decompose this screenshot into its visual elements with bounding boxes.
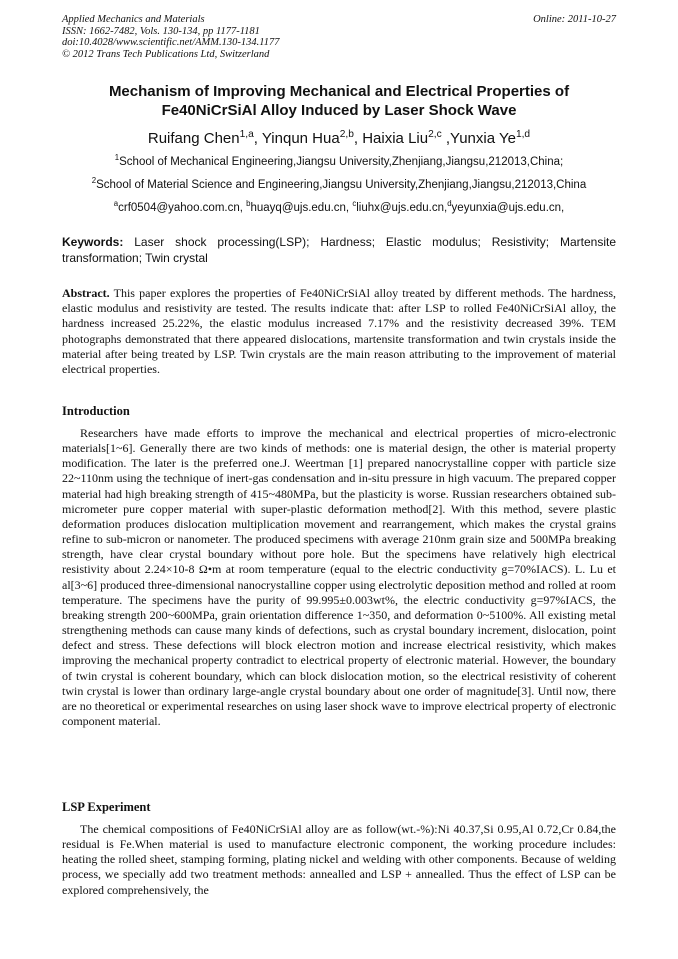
affiliation-sup: 1 [114, 153, 120, 163]
author-sup: 2,c [428, 129, 442, 140]
introduction-heading: Introduction [62, 404, 130, 418]
email-sup: d [447, 199, 452, 209]
lsp-heading: LSP Experiment [62, 800, 151, 814]
abstract-text: This paper explores the properties of Fe40NiCrSiAl alloy treated by different methods. The hardness, elastic modulus and resistivity are tested. The results indicate that: after LSP to rolled Fe40NiCrSiAl alloy, the hardness increased 25.22%, the elastic modulus increased 7.17% and the resistivity decreased 39%. TEM photographs demonstrated that there appeared dislocations, martensite transformation and twin crystals inside the material after being treated by LSP. Twin crystals are the main reason attributing to the improvement of material electrical properties. [62, 286, 616, 377]
doi-line: doi:10.4028/www.scientific.net/AMM.130-134.1177 [62, 37, 280, 48]
affiliation-2 [52, 178, 626, 192]
author-sep: , [353, 130, 363, 147]
email: crf0504@yahoo.com.cn, [118, 202, 247, 214]
email-sup: c [352, 199, 357, 209]
author-name: Haixia Liu [362, 130, 429, 147]
email-sup: a [113, 199, 119, 209]
lsp-paragraph: The chemical compositions of Fe40NiCrSiAl alloy are as follow(wt.-%):Ni 40.37,Si 0.95,Al 0.72,Cr 0.84,the residual is Fe.When material is used to manufacture electronic component, the working procedure includes: heating the rolled sheet, stamping forming, plating nickel and welding with other components. Because of welding process, we specially add two treatment methods: annealled and LSP + annealled. Thus the effect of LSP can be explored comprehensively, the [62, 822, 616, 897]
author-sup: 1,d [515, 129, 531, 140]
keywords-section [62, 235, 616, 266]
copyright-line: © 2012 Trans Tech Publications Ltd, Switzerland [62, 48, 270, 60]
author-sup: 2,b [339, 129, 354, 140]
author-name: Ruifang Chen [147, 130, 240, 147]
email: yeyunxia@ujs.edu.cn, [451, 202, 565, 214]
author-sep: , [253, 130, 262, 147]
author-emails [52, 201, 626, 215]
online-date: Online: 2011-10-27 [533, 14, 616, 25]
author-sup: 1,a [239, 129, 254, 140]
author-name: Yinqun Hua [261, 130, 340, 147]
keywords-label: Keywords: [62, 235, 124, 249]
affiliation-text: School of Material Science and Engineering,Jiangsu University,Zhenjiang,Jiangsu,212013,China [96, 179, 587, 191]
affiliation-sup: 2 [91, 176, 97, 186]
email: liuhx@ujs.edu.cn, [356, 202, 448, 214]
email-sup: b [246, 199, 251, 209]
author-list [62, 130, 616, 148]
affiliation-text: School of Mechanical Engineering,Jiangsu University,Zhenjiang,Jiangsu,212013,China; [119, 156, 564, 168]
email: huayq@ujs.edu.cn, [250, 202, 353, 214]
title-line-1: Mechanism of Improving Mechanical and Electrical Properties of [108, 83, 570, 100]
issn-line: ISSN: 1662-7482, Vols. 130-134, pp 1177-1181 [62, 25, 260, 37]
abstract-section [62, 286, 616, 377]
author-sep: , [441, 130, 451, 147]
journal-header [62, 14, 482, 60]
introduction-paragraph: Researchers have made efforts to improve the mechanical and electrical properties of micro-electronic materials[1~6]. Generally there are two kinds of methods: one is material design, the other is material property modification. The later is the preferred one.J. Weertman [1] prepared nanocrystalline copper with particle size 22~110nm using the technique of inert-gas condensation and in-situ pressure in high vacuum. The prepared copper material had high breaking strength of 415~480MPa, but the plasticity is worse. Russian researchers obtained sub-micrometer pure copper material with super-plastic deformation method[2]. With this method, severe plastic deformation produces dislocation multiplication movement and rearrangement, which makes the crystal grains refine to sub-micron or nanometer. The produced specimens with average 210nm grain size and 500MPa breaking strength, have clear crystal boundary without pore hole. But the specimens have relatively high electrical resistivity about 2.24×10-8 Ω•m at room temperature (equal to the electric conductivity g=70%IACS). L. Lu et al[3~6] produced three-dimensional nanocrystalline copper using electrolytic deposition method and rolled at room temperature. The specimens have the purity of 99.995±0.003wt%, the electric conductivity g=97%IACS, the breaking strength 200~600MPa, grain orientation difference 1~350, and deformation 0~5100%. All existing metal strengthening methods can cause many kinds of defections, such as crystal boundary increment, dislocation, point defect and stress. These defections will block electron motion and increase electrical resistivity, which makes improving the mechanical property contradict to electrical property of electronic material. However, the boundary of twin crystal is coherent boundary, which can block dislocation motion, so the electrical resistivity of coherent twin crystal is lower than ordinary large-angle crystal boundary about one order of magnitude[3]. Until now, there are no theoretical or experimental researches on using laser shock wave to improve electrical property of electronic component material. [62, 426, 616, 728]
affiliation-1 [52, 155, 626, 169]
abstract-label: Abstract. [62, 286, 110, 300]
author-name: Yunxia Ye [450, 130, 516, 147]
journal-name: Applied Mechanics and Materials [62, 14, 205, 25]
paper-title [62, 82, 616, 120]
keywords-text: Laser shock processing(LSP); Hardness; Elastic modulus; Resistivity; Martensite transformation; Twin crystal [62, 235, 616, 265]
title-line-2: Fe40NiCrSiAl Alloy Induced by Laser Shock Wave [161, 102, 517, 119]
